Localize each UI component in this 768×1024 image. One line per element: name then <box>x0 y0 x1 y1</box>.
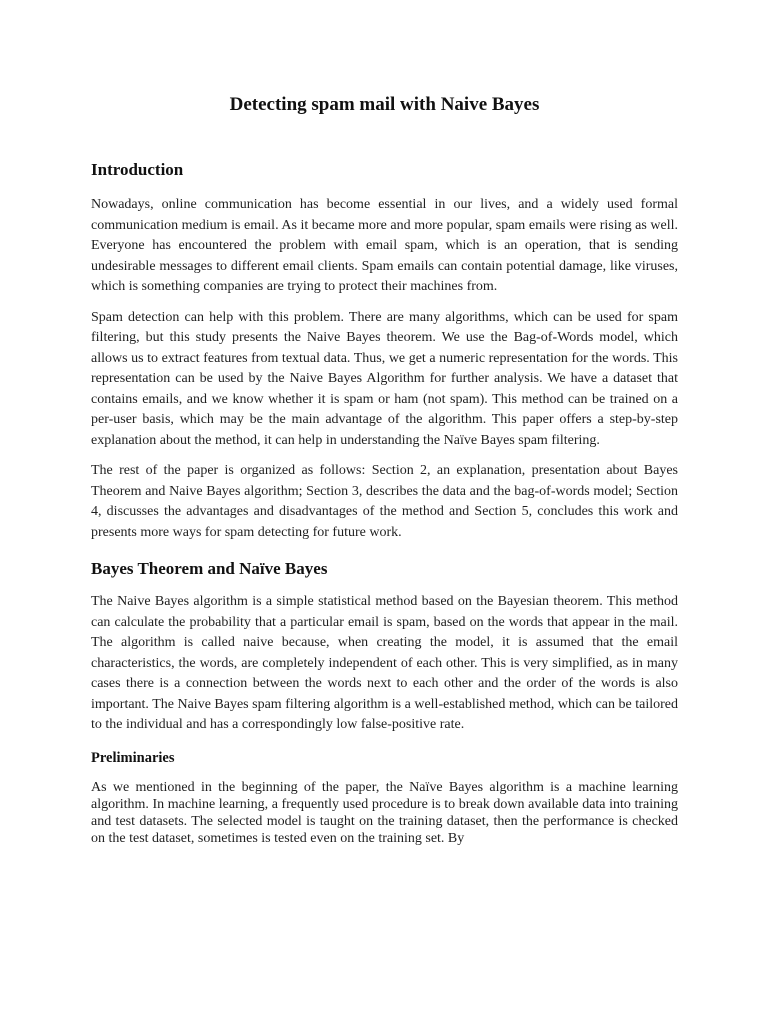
paragraph-preliminaries-1: As we mentioned in the beginning of the paper, the Naïve Bayes algorithm is a machine learning algorithm. In machine learning, a frequently used procedure is to break down available data into training and test datasets. The selected model is taught on the training dataset, then the performance is checked on the test dataset, sometimes is tested even on the training set. By <box>91 779 678 846</box>
paragraph-intro-3: The rest of the paper is organized as follows: Section 2, an explanation, presentation about Bayes Theorem and Naive Bayes algorithm; Section 3, describes the data and the bag-of-words model; Section 4, discusses the advantages and disadvantages of the method and Section 5, concludes this work and presents more ways for spam detecting for future work. <box>91 463 678 540</box>
paragraph-bayes-1: The Naive Bayes algorithm is a simple statistical method based on the Bayesian theorem. This method can calculate the probability that a particular email is spam, based on the words that appear in the mail. The algorithm is called naive because, when creating the model, it is assumed that the email characteristics, the words, are completely independent of each other. This is very simplified, as in many cases there is a connection between the words next to each other and the order of the words is also important. The Naive Bayes spam filtering algorithm is a well-established method, which can be tailored to the individual and has a correspondingly low false-positive rate. <box>91 594 678 732</box>
section-heading-bayes-theorem: Bayes Theorem and Naïve Bayes <box>91 559 328 578</box>
document-body <box>91 92 678 847</box>
paragraph-intro-2: Spam detection can help with this problem. There are many algorithms, which can be used for spam filtering, but this study presents the Naive Bayes theorem. We use the Bag-of-Words model, which allows us to extract features from textual data. Thus, we get a numeric representation for the words. This representation can be used by the Naive Bayes Algorithm for further analysis. We have a dataset that contains emails, and we know whether it is spam or ham (not spam). This method can be trained on a per-user basis, which may be the main advantage of the algorithm. This paper offers a step-by-step explanation about the method, it can help in understanding the Naïve Bayes spam filtering. <box>91 309 678 448</box>
section-heading-introduction: Introduction <box>91 160 184 179</box>
subsection-heading-preliminaries: Preliminaries <box>91 749 175 766</box>
document-title: Detecting spam mail with Naive Bayes <box>229 94 540 115</box>
paragraph-intro-1: Nowadays, online communication has become essential in our lives, and a widely used formal communication medium is email. As it became more and more popular, spam emails were rising as well. Everyone has encountered the problem with email spam, which is an operation, that is sending undesirable messages to different email clients. Spam emails can contain potential damage, like viruses, which is something companies are trying to protect their machines from. <box>91 197 678 294</box>
